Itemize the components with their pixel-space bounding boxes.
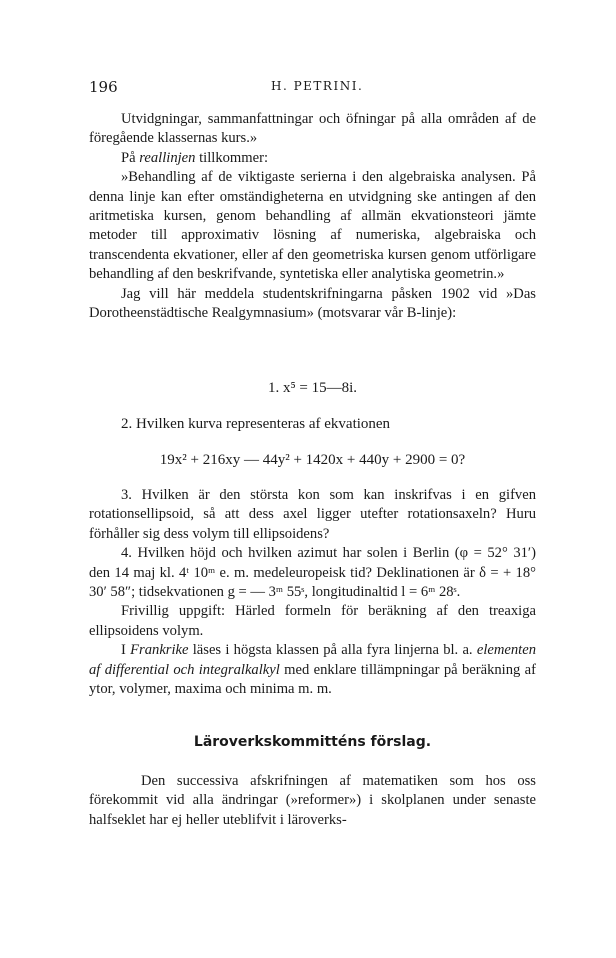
- paragraph: 4. Hvilken höjd och hvilken azimut har solen i Berlin (φ = 52° 31′) den 14 maj kl. 4ᵗ 10ᵐ e. m. medeleuropeisk tid? Deklinationen är δ = + 18° 30′ 58″; tidsekvationen g = — 3ᵐ 55ˢ, longitudinaltid l = 6ᵐ 28ˢ.: [89, 545, 536, 601]
- page-number: 196: [89, 78, 118, 96]
- paragraph: 3. Hvilken är den största kon som kan inskrifvas i en gifven rotationsellipsoid, så att dess axel ligger utefter rotationsaxeln? Huru förhåller sig dess volym till ellipsoidens?: [89, 487, 536, 542]
- paragraph: Den successiva afskrifningen af matematiken som hos oss förekommit vid alla ändringar (»reformer») i skolplanen under senaste halfseklet har ej heller uteblifvit i läroverks-: [89, 773, 536, 828]
- paragraph: Frivillig uppgift: Härled formeln för beräkning af den treaxiga ellipsoidens volym.: [89, 603, 536, 639]
- equation-2: 19x² + 216xy — 44y² + 1420x + 440y + 2900 = 0?: [159, 452, 466, 468]
- running-head: H. PETRINI.: [271, 79, 364, 93]
- paragraph: »Behandling af de viktigaste serierna i den algebraiska analysen. På denna linje kan efter omständigheterna en utvidgning ske antingen af den aritmetiska kursen, genom behandling af allmän ekvationsteori jämte metoder till approximativ lösning af numeriska, algebraiska och transcendenta ekvationer, eller af den geometriska kursen genom utförligare behandling af den beskrifvande, syntetiska eller analytiska geometrin.»: [89, 169, 536, 283]
- body-upper: [89, 110, 536, 323]
- paragraph: Utvidgningar, sammanfattningar och öfningar på alla områden af de föregående klassernas kurs.»: [89, 111, 536, 147]
- question-2: 2. Hvilken kurva representeras af ekvationen: [121, 416, 391, 432]
- paragraph: På reallinjen tillkommer:: [121, 149, 269, 166]
- paragraph: Jag vill här meddela studentskrifningarna påsken 1902 vid »Das Dorotheenstädtische Realgymnasium» (motsvarar vår B-linje):: [89, 285, 536, 322]
- paragraph: I Frankrike läses i högsta klassen på alla fyra linjerna bl. a. elementen af differential och integralkalkyl med enklare tillämpningar på beräkning af ytor, volymer, maxima och minima m. m.: [89, 642, 536, 698]
- section-heading: Läroverkskommitténs förslag.: [193, 734, 432, 750]
- body-lower: [89, 772, 536, 830]
- equation-1: 1. x⁵ = 15—8i.: [267, 380, 358, 396]
- page-header: [89, 78, 536, 96]
- body-middle: [89, 486, 536, 699]
